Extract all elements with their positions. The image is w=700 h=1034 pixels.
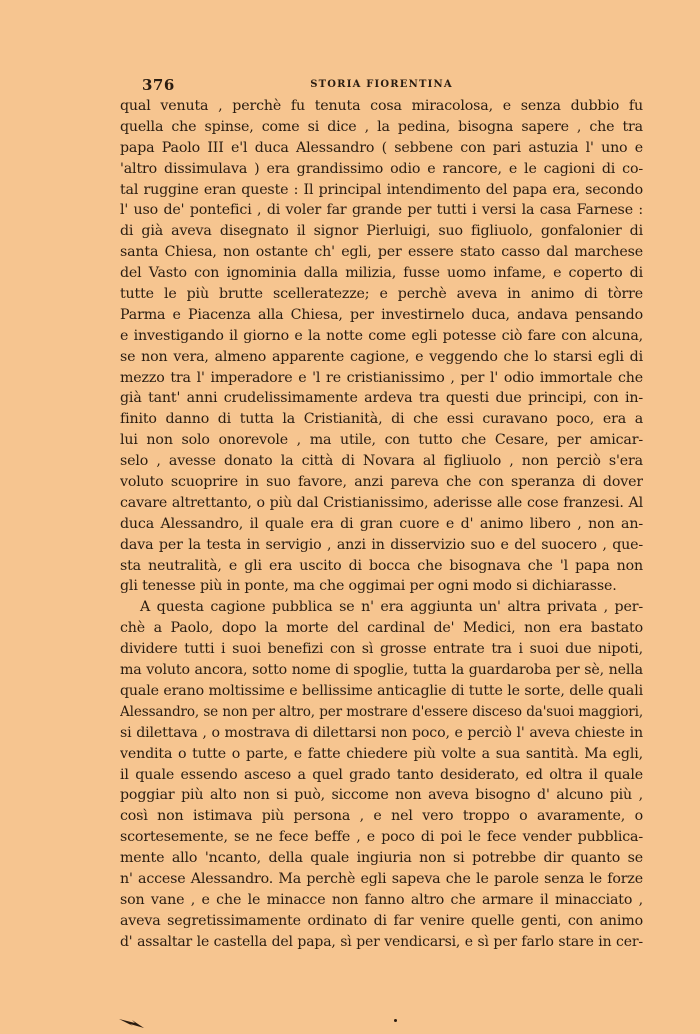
page-number: 376 — [142, 76, 175, 94]
text-line: se non vera, almeno apparente cagione, e veggendo che lo starsi egli di — [120, 348, 643, 365]
body-text — [120, 96, 643, 953]
text-line: ma voluto ancora, sotto nome di spoglie, tutta la guardaroba per sè, nella — [120, 662, 643, 679]
text-line: cavare altrettanto, o più dal Cristianissimo, aderisse alle cose franzesi. Al — [120, 494, 643, 511]
text-line: santa Chiesa, non ostante ch' egli, per essere stato casso dal marchese — [120, 244, 643, 261]
running-title: STORIA FIORENTINA — [310, 79, 453, 90]
running-head — [120, 76, 643, 96]
text-line: dava per la testa in servigio , anzi in disservizio suo e del suocero , que- — [120, 536, 643, 553]
text-line: son vane , e che le minacce non fanno altro che armare il minacciato , — [120, 891, 643, 908]
text-line: qual venuta , perchè fu tenuta cosa miracolosa, e senza dubbio fu — [120, 98, 643, 114]
text-line: chè a Paolo, dopo la morte del cardinal de' Medici, non era bastato — [120, 620, 643, 637]
text-line: dividere tutti i suoi benefizi con sì grosse entrate tra i suoi due nipoti, — [120, 641, 643, 658]
text-line: d' assaltar le castella del papa, sì per vendicarsi, e sì per farlo stare in cer- — [120, 933, 643, 950]
paragraph-end-line: gli tenesse più in ponte, ma che oggimai per ogni modo si dichiarasse. — [120, 578, 617, 595]
text-line: sta neutralità, e gli era uscito di bocca che bisognava che 'l papa non — [120, 557, 643, 574]
text-line: aveva segretissimamente ordinato di far venire quelle genti, con animo — [120, 912, 643, 929]
text-line: tutte le più brutte scelleratezze; e perchè aveva in animo di tòrre — [120, 286, 643, 303]
scan-dot — [394, 1019, 397, 1022]
text-line: papa Paolo III e'l duca Alessandro ( sebbene con pari astuzia l' uno e — [120, 139, 643, 156]
text-line: lui non solo onorevole , ma utile, con tutto che Cesare, per amicar- — [120, 432, 643, 449]
text-line: così non istimava più persona , e nel vero troppo o avaramente, o — [120, 808, 643, 825]
text-line: n' accese Alessandro. Ma perchè egli sapeva che le parole senza le forze — [120, 870, 643, 887]
text-line: mezzo tra l' imperadore e 'l re cristianissimo , per l' odio immortale che — [120, 369, 643, 386]
text-line: voluto scuoprire in suo favore, anzi pareva che con speranza di dover — [120, 474, 643, 491]
text-line: mente allo 'ncanto, della quale ingiuria non si potrebbe dir quanto se — [120, 850, 643, 867]
paragraph-first-line: A questa cagione pubblica se n' era aggiunta un' altra privata , per- — [140, 599, 643, 616]
text-line: poggiar più alto non si può, siccome non aveva bisogno d' alcuno più , — [120, 787, 643, 804]
text-line: tal ruggine eran queste : Il principal intendimento del papa era, secondo — [120, 181, 643, 198]
scan-mark-icon — [118, 1016, 148, 1030]
text-line: selo , avesse donato la città di Novara al figliuolo , non perciò s'era — [120, 453, 643, 470]
text-line: quella che spinse, come si dice , la pedina, bisogna sapere , che tra — [120, 118, 643, 135]
text-line: Alessandro, se non per altro, per mostrare d'essere disceso da'suoi maggiori, — [120, 703, 643, 720]
text-line: quale erano moltissime e bellissime anticaglie di tutte le sorte, delle quali — [120, 682, 643, 699]
text-line: finito danno di tutta la Cristianità, di che essi curavano poco, era a — [120, 411, 643, 428]
text-line: Parma e Piacenza alla Chiesa, per investirnelo duca, andava pensando — [120, 306, 643, 323]
text-line: e investigando il giorno e la notte come egli potesse ciò fare con alcuna, — [120, 327, 643, 344]
text-line: vendita o tutte o parte, e fatte chiedere più volte a sua santità. Ma egli, — [120, 745, 643, 762]
text-line: si dilettava , o mostrava di dilettarsi non poco, e perciò l' aveva chieste in — [120, 724, 643, 741]
text-line: già tant' anni crudelissimamente ardeva tra questi due principi, con in- — [120, 390, 643, 407]
text-line: di già aveva disegnato il signor Pierluigi, suo figliuolo, gonfalonier di — [120, 223, 643, 240]
text-line: 'altro dissimulava ) era grandissimo odio e rancore, e le cagioni di co- — [120, 160, 643, 177]
text-line: scortesemente, se ne fece beffe , e poco di poi le fece vender pubblica- — [120, 829, 643, 846]
text-line: del Vasto con ignominia dalla milizia, fusse uomo infame, e coperto di — [120, 265, 643, 282]
text-line: duca Alessandro, il quale era di gran cuore e d' animo libero , non an- — [120, 515, 643, 532]
text-line: il quale essendo asceso a quel grado tanto desiderato, ed oltra il quale — [120, 766, 643, 783]
text-line: l' uso de' pontefici , di voler far grande per tutti i versi la casa Farnese : — [120, 202, 643, 219]
